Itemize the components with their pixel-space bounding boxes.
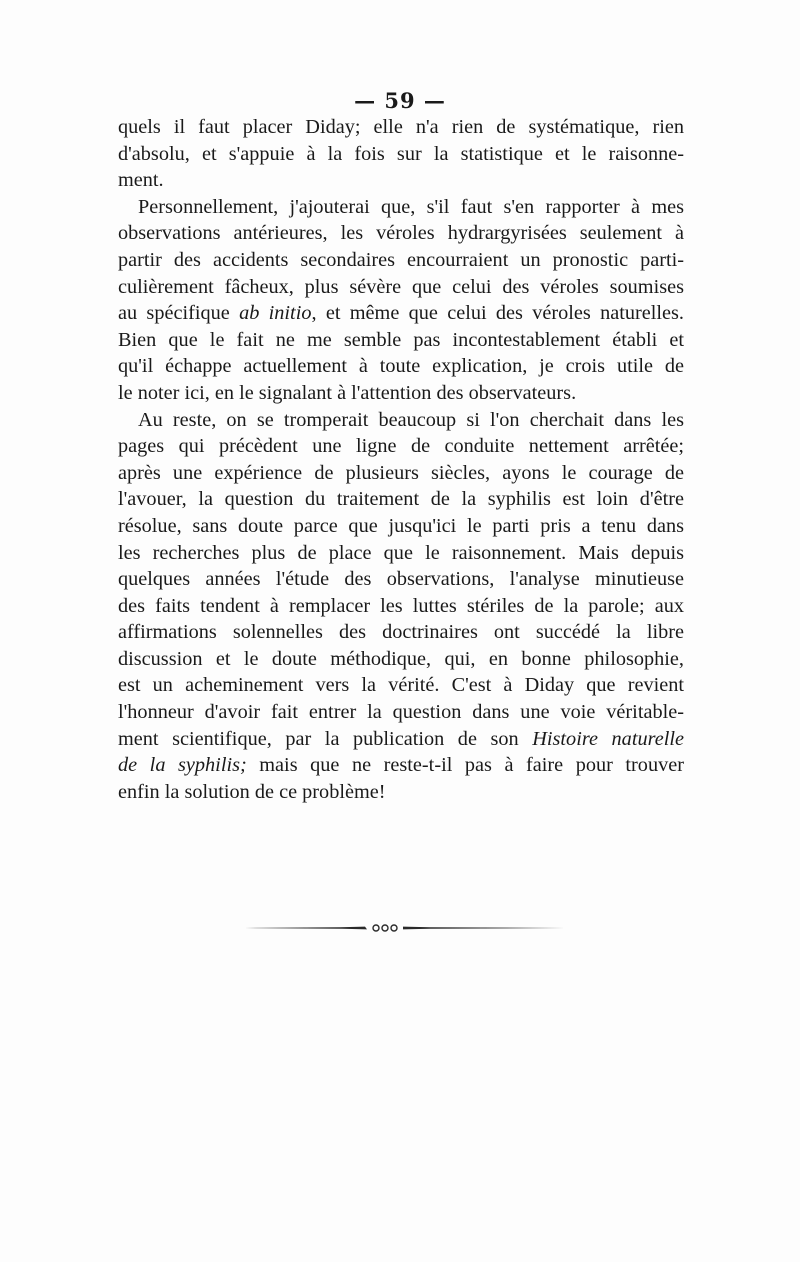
text-line: est un acheminement vers la vérité. C'est à Diday que revient bbox=[118, 674, 684, 697]
text-line: l'avouer, la question du traitement de la syphilis est loin d'être bbox=[118, 488, 684, 511]
text-line: enfin la solution de ce problème! bbox=[118, 780, 386, 803]
text-line bbox=[118, 752, 684, 779]
line-segment: au spécifique bbox=[118, 302, 240, 325]
italic-title: ab initio bbox=[239, 302, 312, 325]
text-line: pages qui précèdent une ligne de conduite nettement arrêtée; bbox=[118, 435, 684, 458]
line-segment: mais que ne reste-t-il pas à faire pour trouver bbox=[246, 754, 684, 777]
text-line: quels il faut placer Diday; elle n'a rien de systématique, rien bbox=[118, 116, 684, 138]
text-line bbox=[118, 726, 684, 753]
text-line: Au reste, on se tromperait beaucoup si l'on cherchait dans les bbox=[138, 408, 684, 431]
line-segment: , et même que celui des véroles naturelles. bbox=[311, 302, 684, 325]
text-line: qu'il échappe actuellement à toute explication, je crois utile de bbox=[118, 355, 684, 378]
italic-title: de la syphilis; bbox=[118, 754, 247, 777]
text-line: d'absolu, et s'appuie à la fois sur la statistique et le raisonne- bbox=[118, 142, 684, 165]
text-line: quelques années l'étude des observations, l'analyse minutieuse bbox=[118, 568, 684, 591]
text-line: affirmations solennelles des doctrinaires ont succédé la libre bbox=[118, 621, 684, 644]
text-line: partir des accidents secondaires encourraient un pronostic parti- bbox=[118, 248, 684, 271]
text-line bbox=[118, 300, 684, 327]
text-line: ment. bbox=[118, 169, 164, 192]
text-line: Bien que le fait ne me semble pas incontestablement établi et bbox=[118, 328, 684, 351]
text-line: culièrement fâcheux, plus sévère que celui des véroles soumises bbox=[118, 275, 684, 298]
text-line: observations antérieures, les véroles hydrargyrisées seulement à bbox=[118, 222, 684, 245]
text-line: discussion et le doute méthodique, qui, en bonne philosophie, bbox=[118, 647, 684, 670]
text-line: l'honneur d'avoir fait entrer la question dans une voie véritable- bbox=[118, 701, 684, 724]
page-number: — 59 — bbox=[354, 88, 446, 113]
text-line: résolue, sans doute parce que jusqu'ici le parti pris a tenu dans bbox=[118, 514, 684, 537]
text-line: les recherches plus de place que le raisonnement. Mais depuis bbox=[118, 541, 684, 564]
line-segment: ment scientifique, par la publication de son bbox=[118, 727, 533, 750]
text-line: des faits tendent à remplacer les luttes stériles de la parole; aux bbox=[118, 594, 684, 617]
rule-ornament-icon bbox=[245, 924, 565, 932]
text-line: Personnellement, j'ajouterai que, s'il faut s'en rapporter à mes bbox=[138, 195, 684, 218]
text-body bbox=[118, 114, 684, 805]
text-line: après une expérience de plusieurs siècles, ayons le courage de bbox=[118, 461, 684, 484]
italic-title: Histoire naturelle bbox=[532, 727, 685, 750]
text-line: le noter ici, en le signalant à l'attention des observateurs. bbox=[118, 381, 577, 404]
